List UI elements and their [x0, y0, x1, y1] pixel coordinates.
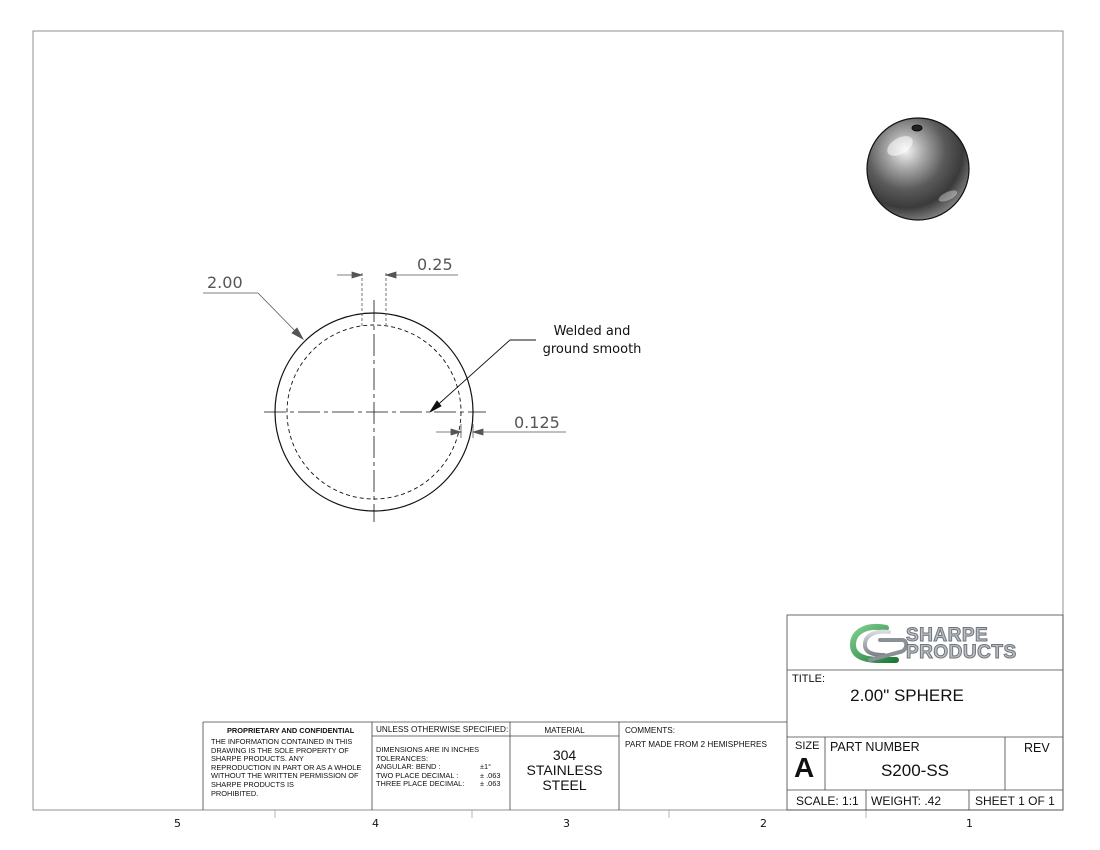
tolerance-value: ± .063 [480, 770, 501, 780]
hole-diameter-dimension: 0.25 [417, 255, 453, 274]
sheet-size: A [794, 752, 815, 783]
tolerances-label: TOLERANCES: [376, 753, 429, 763]
comments-text: PART MADE FROM 2 HEMISPHERES [625, 740, 767, 749]
sheet-number: SHEET 1 OF 1 [975, 794, 1055, 808]
dimension-units: DIMENSIONS ARE IN INCHES [376, 745, 480, 754]
material-line: STAINLESS [526, 762, 603, 778]
proprietary-heading: PROPRIETARY AND CONFIDENTIAL [227, 726, 355, 735]
material-line: STEEL [542, 777, 587, 793]
material-value [510, 748, 619, 793]
material-line: 304 [552, 747, 577, 763]
proprietary-line: SHARPE PRODUCTS IS [211, 779, 294, 789]
note-leader [430, 340, 536, 412]
tolerance-label: ANGULAR: BEND : [376, 762, 441, 772]
proprietary-line: DRAWING IS THE SOLE PROPERTY OF [211, 745, 349, 755]
tolerance-notes [376, 746, 501, 789]
part-number: S200-SS [880, 761, 950, 780]
tolerance-value: ±1° [480, 762, 492, 772]
outer-diameter-dimension: 2.00 [207, 273, 243, 292]
zone-ticks [275, 810, 866, 818]
proprietary-notice [211, 738, 361, 798]
proprietary-line: WITHOUT THE WRITTEN PERMISSION OF [211, 771, 359, 781]
zone-label: 2 [760, 817, 767, 830]
tolerance-value: ± .063 [480, 779, 501, 789]
tolerance-label: TWO PLACE DECIMAL : [376, 770, 459, 780]
zone-label: 3 [563, 817, 570, 830]
size-label: SIZE [795, 740, 820, 752]
weight: WEIGHT: .42 [871, 794, 942, 808]
title-label: TITLE: [792, 673, 826, 685]
comments-heading: COMMENTS: [625, 726, 676, 735]
unless-specified-heading: UNLESS OTHERWISE SPECIFIED: [376, 725, 509, 734]
weld-note [532, 323, 652, 359]
sphere-section-view [264, 273, 486, 522]
proprietary-line: PROHIBITED. [211, 788, 259, 798]
weld-note-line-2: ground smooth [542, 342, 642, 357]
proprietary-line: THE INFORMATION CONTAINED IN THIS [211, 737, 353, 746]
proprietary-line: SHARPE PRODUCTS. ANY [211, 754, 304, 764]
tolerance-row [376, 780, 501, 789]
material-heading: MATERIAL [544, 726, 585, 735]
sphere-isometric-view [867, 118, 969, 220]
rev-label: REV [1024, 741, 1050, 755]
logo-line-1: SHARPE [906, 625, 989, 646]
drawing-title: 2.00" SPHERE [850, 686, 964, 705]
diameter-leader [203, 293, 303, 339]
part-number-label: PART NUMBER [830, 740, 920, 754]
scale: SCALE: 1:1 [796, 794, 859, 808]
weld-note-line-1: Welded and [553, 324, 631, 339]
zone-label: 5 [174, 817, 181, 830]
zone-label: 4 [372, 817, 379, 830]
logo-line-2: PRODUCTS [906, 642, 1017, 663]
wall-thickness-dimension: 0.125 [514, 413, 560, 432]
company-logo-text [906, 627, 1017, 661]
zone-label: 1 [966, 817, 973, 830]
tolerance-label: THREE PLACE DECIMAL: [376, 779, 465, 789]
proprietary-line: REPRODUCTION IN PART OR AS A WHOLE [211, 762, 362, 772]
sharpe-logo-mark [853, 627, 906, 660]
